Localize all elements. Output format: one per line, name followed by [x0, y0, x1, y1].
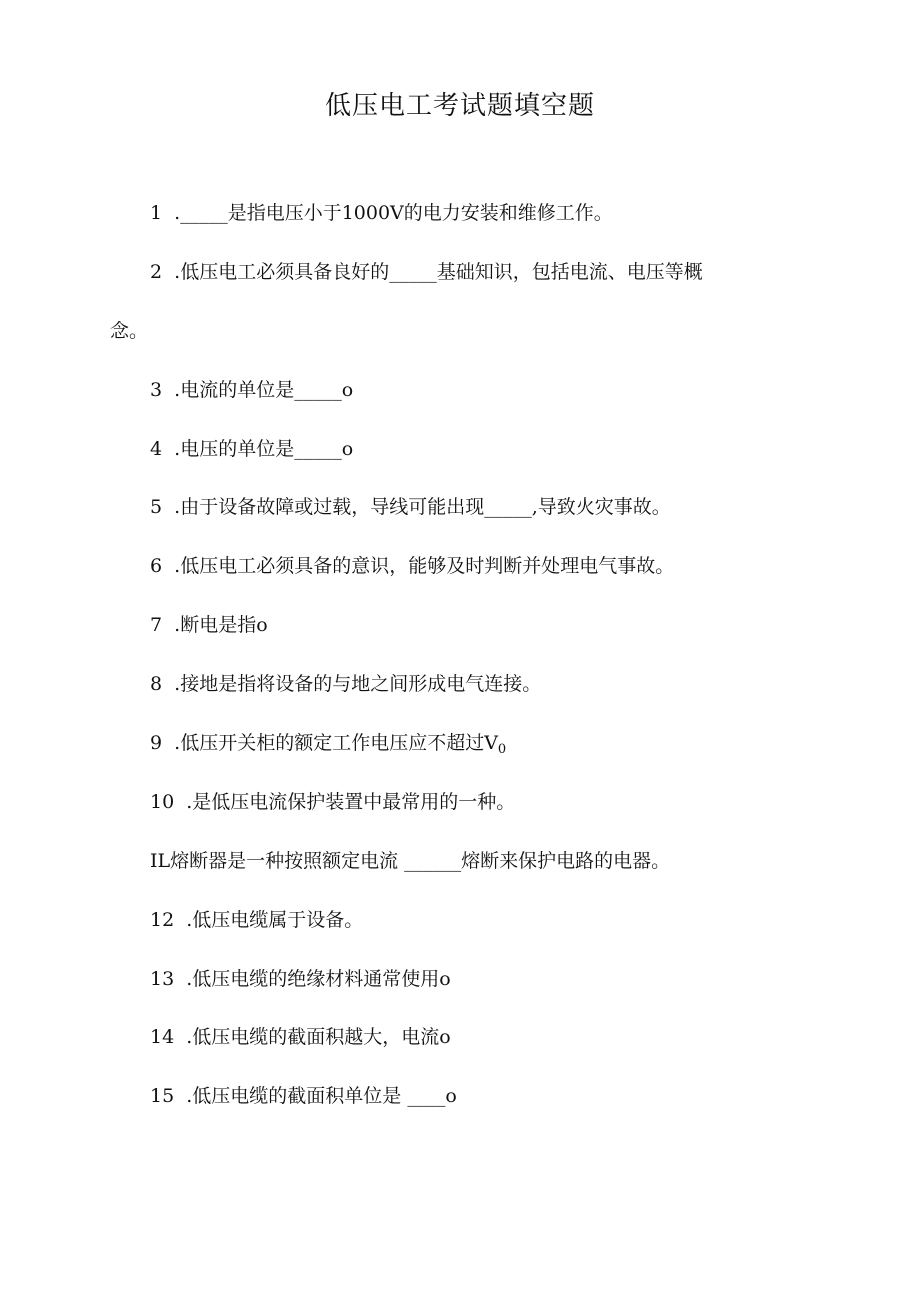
question-separator: . [180, 909, 193, 931]
question-13 [150, 964, 451, 994]
question-1 [150, 198, 613, 228]
question-text: _____是指电压小于1000V的电力安装和维修工作。 [180, 202, 613, 224]
question-12 [150, 905, 363, 935]
question-separator: . [168, 379, 181, 401]
question-number: 1 [150, 202, 163, 224]
question-number: 4 [150, 438, 163, 460]
question-separator: . [168, 438, 181, 460]
page-title: 低压电工考试题填空题 [324, 91, 595, 121]
question-2 [150, 257, 703, 287]
question-separator: . [180, 1085, 193, 1107]
question-separator: . [168, 496, 181, 518]
question-2-continuation: 念。 [110, 320, 149, 342]
question-text: 接地是指将设备的与地之间形成电气连接。 [180, 673, 542, 695]
question-separator: . [168, 261, 181, 283]
question-5 [150, 492, 671, 522]
question-separator: . [168, 202, 181, 224]
question-8 [150, 669, 541, 699]
question-text: 低压电缆的绝缘材料通常使用o [192, 968, 451, 990]
question-number: 13 [150, 968, 175, 990]
question-11 [150, 846, 670, 876]
question-separator: . [180, 1026, 193, 1048]
question-number: 8 [150, 673, 163, 695]
question-number: 10 [150, 791, 175, 813]
question-text: 低压电缆属于设备。 [192, 909, 364, 931]
question-9 [150, 728, 506, 765]
question-4 [150, 434, 353, 464]
question-number: 15 [150, 1085, 175, 1107]
question-separator: . [168, 555, 181, 577]
question-6 [150, 551, 674, 581]
question-text: 是低压电流保护装置中最常用的一种。 [192, 791, 516, 813]
question-number: 7 [150, 614, 163, 636]
question-separator: . [168, 732, 181, 754]
question-number: 6 [150, 555, 163, 577]
question-text: 由于设备故障或过载，导线可能出现_____,导致火灾事故。 [180, 496, 671, 518]
question-separator: . [168, 673, 181, 695]
question-number: 5 [150, 496, 163, 518]
question-10 [150, 787, 515, 817]
question-separator: . [180, 791, 193, 813]
question-14 [150, 1022, 451, 1052]
question-7 [150, 610, 268, 640]
question-text: 低压电缆的截面积单位是 ____o [192, 1085, 457, 1107]
question-text: 电流的单位是_____o [180, 379, 354, 401]
question-number: 2 [150, 261, 163, 283]
question-number: IL [150, 850, 171, 872]
question-number: 9 [150, 732, 163, 754]
question-text: 电压的单位是_____o [180, 438, 354, 460]
question-subscript: 0 [497, 742, 507, 757]
question-15 [150, 1081, 457, 1111]
question-text: 低压电工必须具备良好的_____基础知识，包括电流、电压等概 [180, 261, 703, 283]
question-number: 14 [150, 1026, 175, 1048]
question-text: 熔断器是一种按照额定电流 ______熔断来保护电路的电器。 [170, 850, 671, 872]
question-text: 低压电工必须具备的意识，能够及时判断并处理电气事故。 [180, 555, 675, 577]
question-number: 12 [150, 909, 175, 931]
question-text: 低压开关柜的额定工作电压应不超过V [180, 732, 498, 754]
question-separator: . [180, 968, 193, 990]
question-text: 低压电缆的截面积越大，电流o [192, 1026, 451, 1048]
question-separator: . [168, 614, 181, 636]
question-text: 断电是指o [180, 614, 268, 636]
question-3 [150, 375, 353, 405]
question-number: 3 [150, 379, 163, 401]
